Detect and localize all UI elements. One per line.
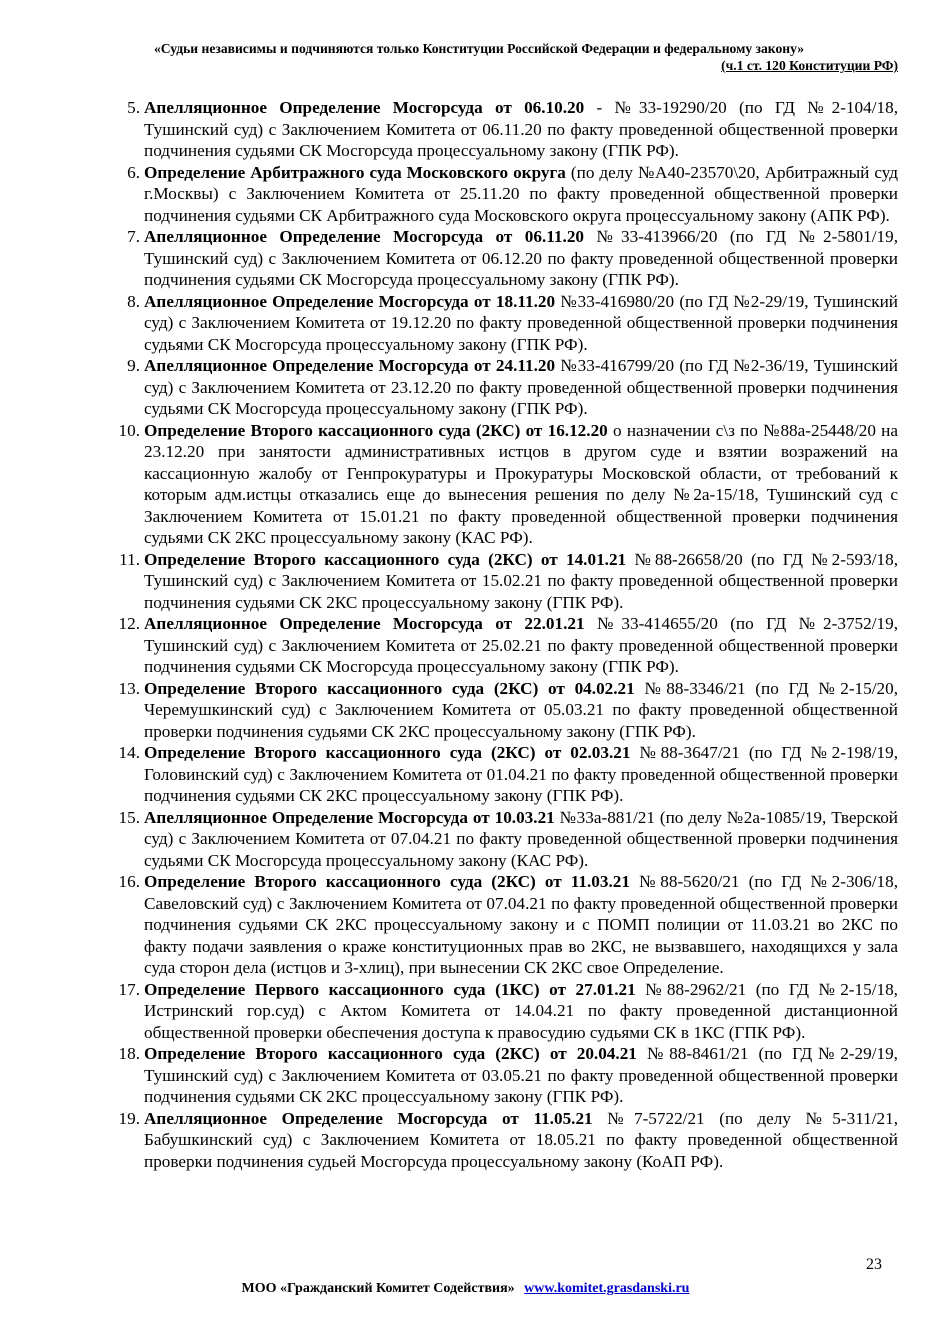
decision-title: Определение Арбитражного суда Московского округа	[144, 162, 566, 182]
list-item	[106, 979, 898, 1044]
list-item	[106, 162, 898, 227]
list-item	[106, 678, 898, 743]
list-item-text	[144, 549, 898, 614]
list-item	[106, 871, 898, 979]
decision-details: №33-416799/20 (по ГД №2-36/19, Тушинский суд) с Заключением Комитета от 23.12.20 по факту проведенной общественной проверки подчинения судьями СК Мосгорсуда процессуальному закону (ГПК РФ).	[144, 356, 898, 418]
list-item	[106, 1043, 898, 1108]
list-item-number: 6.	[127, 162, 140, 182]
list-item-number: 19.	[118, 1108, 140, 1128]
list-item-number: 8.	[127, 291, 140, 311]
list-item-text	[144, 420, 898, 549]
decision-title: Определение Второго кассационного суда (2КС) от 11.03.21	[144, 872, 630, 891]
decision-title: Апелляционное Определение Мосгорсуда от 22.01.21	[144, 614, 585, 633]
decision-details: (по делу №А40-23570\20, Арбитражный суд г.Москвы) с Заключением Комитета от 25.11.20 по факту проведенной общественной проверки подчинения судьями СК Арбитражного суда Московского округа процессуальному закону (АПК РФ).	[144, 162, 898, 225]
decision-details: - №33-19290/20 (по ГД №2-104/18, Тушинский суд) с Заключением Комитета от 06.11.20 по факту проведенной общественной проверки подчинения судьями СК Мосгорсуда процессуальному закону (ГПК РФ).	[144, 98, 898, 160]
list-item-text	[144, 678, 898, 743]
list-item-number: 15.	[118, 807, 140, 827]
list-item-number: 10.	[118, 420, 140, 440]
list-item	[106, 742, 898, 807]
decision-details: №33а-881/21 (по делу №2а-1085/19, Тверской суд) с Заключением Комитета от 07.04.21 по факту проведенной общественной проверки подчинения судьями СК Мосгорсуда процессуальному закону (КАС РФ).	[144, 807, 899, 870]
list-item-number: 16.	[118, 872, 140, 891]
list-item-text	[144, 979, 898, 1044]
list-item-text	[144, 1043, 898, 1108]
decision-title: Апелляционное Определение Мосгорсуда от 06.10.20	[144, 98, 585, 117]
header-source: (ч.1 ст. 120 Конституции РФ)	[721, 58, 898, 73]
decision-details: №88-2962/21 (по ГД №2-15/18, Истринский гор.суд) с Актом Комитета от 14.04.21 по факту проведенной дистанционной общественной проверки обеспечения доступа к правосудию судьями СК в 1КС (ГПК РФ).	[144, 979, 898, 1042]
list-item-text	[144, 355, 898, 420]
decision-title: Апелляционное Определение Мосгорсуда от 11.05.21	[144, 1108, 593, 1128]
footer-website-link[interactable]: www.komitet.grasdanski.ru	[524, 1281, 690, 1296]
decision-details: №88-3647/21 (по ГД №2-198/19, Головинский суд) с Заключением Комитета от 01.04.21 по факту проведенной общественной проверки подчинения судьями СК 2КС процессуальному закону (ГПК РФ).	[144, 743, 898, 805]
list-item	[106, 226, 898, 291]
list-item	[106, 355, 898, 420]
decision-title: Определение Первого кассационного суда (1КС) от 27.01.21	[144, 979, 636, 999]
court-decisions-list	[106, 97, 898, 1172]
list-item-number: 5.	[127, 98, 140, 117]
list-item-number: 12.	[118, 614, 140, 633]
decision-details: №88-26658/20 (по ГД №2-593/18, Тушинский суд) с Заключением Комитета от 15.02.21 по факту проведенной общественной проверки подчинения судьями СК 2КС процессуальному закону (ГПК РФ).	[144, 549, 898, 612]
decision-title: Апелляционное Определение Мосгорсуда от 06.11.20	[144, 227, 585, 246]
page-header	[60, 40, 898, 74]
decision-details: №88-8461/21 (по ГД№2-29/19, Тушинский суд) с Заключением Комитета от 03.05.21 по факту проведенной общественной проверки подчинения судьями СК 2КС процессуальному закону (ГПК РФ).	[144, 1044, 898, 1106]
list-item	[106, 613, 898, 678]
page-number: 23	[866, 1256, 882, 1273]
decision-title: Определение Второго кассационного суда (2КС) от 20.04.21	[144, 1044, 637, 1063]
list-item-text	[144, 742, 898, 807]
list-item-number: 13.	[118, 678, 140, 698]
header-quote: «Судьи независимы и подчиняются только Конституции Российской Федерации и федеральному закону»	[153, 41, 805, 56]
list-item-number: 18.	[118, 1044, 140, 1063]
list-item-text	[144, 162, 898, 227]
list-item-text	[144, 291, 898, 356]
list-item-text	[144, 807, 898, 872]
decision-title: Апелляционное Определение Мосгорсуда от 24.11.20	[144, 356, 556, 375]
decision-details: №33-416980/20 (по ГД №2-29/19, Тушинский суд) с Заключением Комитета от 19.12.20 по факту проведенной общественной проверки подчинения судьями СК Мосгорсуда процессуальному закону (ГПК РФ).	[144, 291, 898, 354]
list-item-text	[144, 871, 898, 979]
list-item-text	[144, 613, 898, 678]
decision-details: №88-5620/21 (по ГД №2-306/18, Савеловский суд) с Заключением Комитета от 07.04.21 по факту проведенной общественной проверки подчинения судьями СК 2КС процессуальному закону и с ПОМП полиции от 11.03.21 во 2КС по факту подачи заявления о краже конституционных прав во 2КС, не вызвавшего, находящихся у зала суда сторон дела (истцов и 3-хлиц), при вынесении СК 2КС свое Определение.	[144, 872, 898, 977]
decision-details: №7-5722/21 (по делу №5-311/21, Бабушкинский суд) с Заключением Комитета от 18.05.21 по факту проведенной общественной проверки подчинения судьей Мосгорсуда процессуальному закону (КоАП РФ).	[144, 1108, 898, 1171]
footer-org: МОО «Гражданский Комитет Содействия»	[241, 1281, 515, 1296]
list-item-number: 9.	[127, 356, 140, 375]
list-item	[106, 97, 898, 162]
decision-details: №88-3346/21 (по ГД №2-15/20, Черемушкинский суд) с Заключением Комитета от 05.03.21 по факту проведенной общественной проверки подчинения судьями СК 2КС процессуальному закону (ГПК РФ).	[144, 678, 898, 741]
decision-title: Определение Второго кассационного суда (2КС) от 04.02.21	[144, 678, 635, 698]
decision-title: Апелляционное Определение Мосгорсуда от 10.03.21	[144, 807, 555, 827]
list-item-text	[144, 1108, 898, 1173]
decision-title: Определение Второго кассационного суда (2КС) от 16.12.20	[144, 420, 608, 440]
decision-details: №33-414655/20 (по ГД №2-3752/19, Тушинский суд) с Заключением Комитета от 25.02.21 по факту проведенной общественной проверки подчинения судьями СК Мосгорсуда процессуальному закону (ГПК РФ).	[144, 614, 898, 676]
decision-title: Апелляционное Определение Мосгорсуда от 18.11.20	[144, 291, 556, 311]
list-item	[106, 291, 898, 356]
decision-details: №33-413966/20 (по ГД №2-5801/19, Тушинский суд) с Заключением Комитета от 06.12.20 по факту проведенной общественной проверки подчинения судьями СК Мосгорсуда процессуальному закону (ГПК РФ).	[144, 227, 898, 289]
list-item-text	[144, 97, 898, 162]
decision-details: о назначении с\з по №88а-25448/20 на 23.12.20 при занятости административных истцов в другом суде и взятии возражений на кассационную жалобу от Генпрокуратуры и Прокуратуры Московской области, от требований к которым адм.истцы отказались еще до вынесения решения по делу №2а-15/18, Тушинский суд с Заключением Комитета от 15.01.21 по факту проведенной общественной проверки подчинения судьями СК 2КС процессуальному закону (КАС РФ).	[144, 420, 898, 547]
list-item-number: 14.	[118, 743, 140, 762]
list-item	[106, 549, 898, 614]
page-footer	[0, 1281, 931, 1297]
list-item-number: 11.	[119, 549, 140, 569]
list-item	[106, 420, 898, 549]
list-item-number: 17.	[118, 979, 140, 999]
list-item	[106, 1108, 898, 1173]
decision-title: Определение Второго кассационного суда (2КС) от 14.01.21	[144, 549, 627, 569]
decision-title: Определение Второго кассационного суда (2КС) от 02.03.21	[144, 743, 631, 762]
list-item	[106, 807, 898, 872]
list-item-text	[144, 226, 898, 291]
list-item-number: 7.	[127, 227, 140, 246]
